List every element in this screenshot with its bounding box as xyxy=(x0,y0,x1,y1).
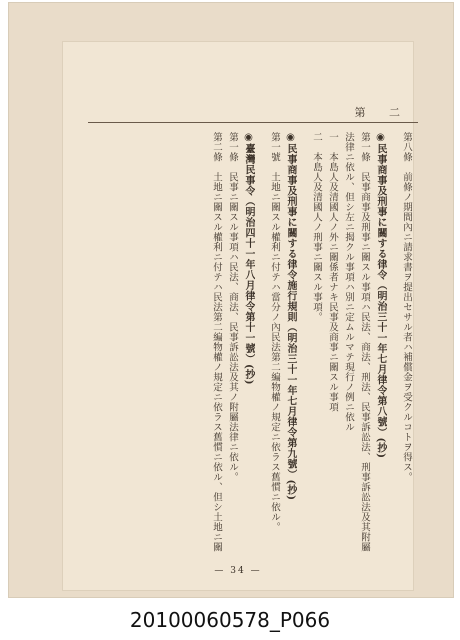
text-column: 二 本島人及清國人ノ刑事ニ關スル事項。 xyxy=(311,132,322,322)
text-body xyxy=(93,132,413,552)
text-column: 一 本島人及清國人ノ外ニ關係者ナキ民事及商事ニ關スル事項 xyxy=(327,132,338,412)
document-page xyxy=(62,41,414,591)
text-column: 第二條 土地ニ關スル權利ニ付テハ民法第二編物權ノ規定ニ依ラス舊慣ニ依ル、但シ土地ニ關 xyxy=(211,132,222,552)
law-heading: ◉臺灣民事令（明治四十一年八月律令第十一號）(抄) xyxy=(243,132,254,385)
text-column: 法律ニ依ル、但シ左ニ揭クル事項ハ別ニ定ムルマテ現行ノ例ニ依ル xyxy=(343,132,354,432)
text-column: 第八條 前條ノ期間內ニ請求書ヲ提出セサル者ハ補償金ヲ受クルコトヲ得ス。 xyxy=(401,132,412,482)
text-column: 第一條 民事商事及刑事ニ關スル事項ハ民法、商法、刑法、民事訴訟法、刑事訴訟法及其附屬 xyxy=(359,132,370,552)
column-gap xyxy=(389,132,397,552)
law-heading: ◉民事商事及刑事に關する律令施行規則（明治三十一年七月律令第九號）(抄) xyxy=(285,132,296,501)
text-column: 第一條 民事ニ關スル事項ハ民法、商法、民事訴訟法及其ノ附屬法律ニ依ル。 xyxy=(227,132,238,482)
header-label: 第 二 xyxy=(354,106,410,119)
law-heading: ◉民事商事及刑事に關する律令（明治三十一年七月律令第八號）(抄) xyxy=(375,132,386,459)
catalog-number: 20100060578_P066 xyxy=(129,608,331,632)
column-gap xyxy=(299,132,307,552)
text-column: 第一號 土地ニ關スル權利ニ付テハ當分ノ內民法第二編物權ノ規定ニ依ラス舊慣ニ依ル。 xyxy=(269,132,280,532)
column-gap xyxy=(257,132,265,552)
scan-background xyxy=(8,2,454,598)
page-number: — 34 — xyxy=(214,566,262,576)
page-header xyxy=(88,102,418,123)
